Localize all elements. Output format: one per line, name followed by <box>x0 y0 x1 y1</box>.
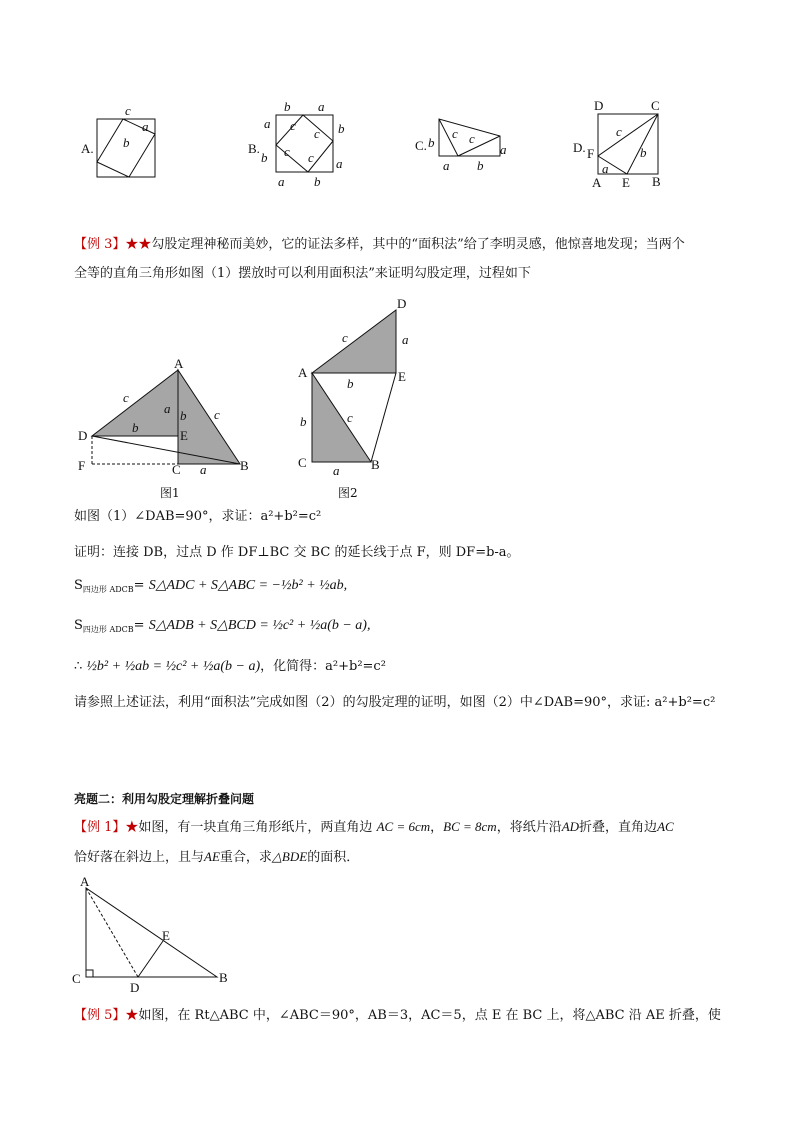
example1-sep: ， <box>430 820 444 835</box>
example3-text1: 勾股定理神秘而美妙，它的证法多样，其中的“面积法”给了李明灵感，他惊喜地发现；当两个 <box>151 237 685 252</box>
proof-eq3-line <box>74 657 386 677</box>
example1-ac: AC <box>657 819 674 834</box>
option-b-c4: c <box>308 150 314 165</box>
figure-1-caption: 图1 <box>160 486 180 500</box>
fig1-E: E <box>180 428 188 443</box>
option-c-b: b <box>428 135 435 150</box>
proof-eq3: ½b² + ½ab = ½c² + ½a(b − a) <box>86 659 261 674</box>
example3-stars: ★★ <box>125 237 152 252</box>
option-b-c3: c <box>284 144 290 159</box>
option-b-left-a: a <box>264 116 271 131</box>
proof-eq2-s: S <box>74 618 83 633</box>
fig2-c-mid: c <box>347 410 353 425</box>
ex1-fig-C: C <box>72 971 81 986</box>
option-d-D: D <box>594 98 604 113</box>
option-c-figure <box>413 110 513 176</box>
option-c-a-right: a <box>500 142 507 157</box>
example1-l1-end: 折叠，直角边 <box>579 820 658 835</box>
option-a-c: c <box>125 103 131 118</box>
fig1-D: D <box>78 428 88 443</box>
example1-star: ★ <box>125 820 139 835</box>
figure-1-svg <box>74 356 260 480</box>
option-b-bottom-a: a <box>278 174 285 189</box>
proof-eq2: S△ADB + S△BCD = ½c² + ½a(b − a), <box>148 618 371 633</box>
example3-text2: 全等的直角三角形如图（1）摆放时可以利用面积法”来证明勾股定理，过程如下 <box>74 266 531 281</box>
option-b-c2: c <box>314 126 320 141</box>
option-c-a-bottom: a <box>443 158 450 173</box>
fig1-a-mid: a <box>164 401 171 416</box>
figure-1 <box>74 356 260 480</box>
fig1-c-right: c <box>214 407 220 422</box>
fig1-a-bottom: a <box>200 462 207 477</box>
fig1-b-mid: b <box>180 408 187 423</box>
option-b-figure <box>246 98 350 190</box>
option-d <box>572 98 676 192</box>
fig1-F: F <box>78 458 86 473</box>
option-c-c1: c <box>452 126 458 141</box>
proof-eq2-sub: 四边形 ADCB <box>82 625 134 634</box>
proof-eq2-eq: = <box>133 618 145 633</box>
proof-eq1-s: S <box>74 578 83 593</box>
example1-ac-eq: AC = 6cm <box>376 819 431 834</box>
option-c-c2: c <box>469 131 475 146</box>
option-d-A: A <box>592 175 602 190</box>
proof-task: 请参照上述证法，利用“面积法”完成如图（2）的勾股定理的证明，如图（2）中∠DAB=90°，求证: a²+b²=c² <box>74 695 716 710</box>
option-a-b: b <box>123 135 130 150</box>
option-a-label: A. <box>81 141 94 156</box>
example5-tag: 【例 5】 <box>74 1008 126 1023</box>
option-d-B: B <box>652 174 661 189</box>
option-d-b: b <box>640 145 647 160</box>
example1-tag: 【例 1】 <box>74 820 126 835</box>
option-c-label: C. <box>415 138 427 153</box>
example1-l1-pre: 如图，有一块直角三角形纸片，两直角边 <box>138 820 373 835</box>
fig2-c-top: c <box>342 330 348 345</box>
proof-eq2-line <box>74 616 370 640</box>
proof-eq1: S△ADC + S△ABC = −½b² + ½ab, <box>148 578 348 593</box>
example1-ad: AD <box>561 819 580 834</box>
option-a <box>78 103 162 183</box>
option-a-figure <box>78 103 162 183</box>
option-d-c: c <box>616 124 622 139</box>
proof-line1: 证明：连接 DB，过点 D 作 DF⊥BC 交 BC 的延长线于点 F，则 DF=b-a。 <box>74 545 520 560</box>
example3-line1 <box>74 235 685 255</box>
fig1-B: B <box>240 458 249 473</box>
ex1-fig-B: B <box>219 970 228 985</box>
option-d-figure <box>572 98 676 192</box>
example1-figure <box>66 874 242 994</box>
example1-l1-post: ，将纸片沿 <box>496 820 562 835</box>
example1-l2-mid: 重合，求 <box>219 850 272 865</box>
option-d-E: E <box>622 175 630 190</box>
therefore-symbol: ∴ <box>74 659 83 674</box>
example1-tri: △BDE <box>271 849 308 864</box>
fig2-b-left: b <box>300 414 307 429</box>
option-d-C: C <box>651 98 660 113</box>
option-b-label: B. <box>248 141 260 156</box>
example3-line2 <box>74 264 531 284</box>
option-b <box>246 98 350 190</box>
example1-line1 <box>74 817 674 838</box>
example3-tag: 【例 3】 <box>74 237 126 252</box>
fig1-c-left: c <box>123 390 129 405</box>
fig2-D: D <box>397 296 407 311</box>
option-b-bottom-b: b <box>314 174 321 189</box>
example1-line2 <box>74 847 359 868</box>
example5-line <box>74 1006 721 1026</box>
example5-text: 如图，在 Rt△ABC 中，∠ABC＝90°，AB＝3，AC＝5，点 E 在 BC 上，将△ABC 沿 AE 折叠，使 <box>138 1008 721 1023</box>
option-c-b-bottom: b <box>477 158 484 173</box>
fig2-B: B <box>371 457 380 472</box>
fig2-C: C <box>298 455 307 470</box>
example1-bc-eq: BC = 8cm <box>443 819 497 834</box>
figure-2-caption: 图2 <box>338 486 358 500</box>
fig2-a-bottom: a <box>333 463 340 476</box>
figure-2-svg <box>294 294 418 476</box>
fig2-a-right: a <box>402 332 409 347</box>
option-b-c1: c <box>290 118 296 133</box>
example1-l2-end: 的面积． <box>307 850 360 865</box>
figure-2 <box>294 294 418 476</box>
example1-l2-pre: 恰好落在斜边上，且与 <box>74 850 205 865</box>
fig1-b-bottom: b <box>132 420 139 435</box>
option-b-right-a: a <box>336 156 343 171</box>
example5-star: ★ <box>125 1008 139 1023</box>
option-b-top-b: b <box>284 99 291 114</box>
example1-figure-svg <box>66 874 242 994</box>
fig2-A: A <box>298 365 308 380</box>
ex1-fig-A: A <box>80 874 90 889</box>
proof-eq1-sub: 四边形 ADCB <box>82 585 134 594</box>
proof-eq1-line <box>74 576 347 600</box>
fig1-A: A <box>174 356 184 371</box>
option-b-right-b: b <box>338 121 345 136</box>
proof-given: 如图（1）∠DAB=90°，求证：a²+b²=c² <box>74 509 322 524</box>
example1-ae: AE <box>204 849 220 864</box>
option-d-a: a <box>602 161 609 176</box>
proof-simplify: ，化简得：a²+b²=c² <box>260 659 386 674</box>
option-b-left-b: b <box>261 150 268 165</box>
fig2-b-mid: b <box>347 376 354 391</box>
ex1-fig-D: D <box>130 980 140 994</box>
option-d-label: D. <box>573 140 586 155</box>
option-c <box>413 110 513 176</box>
fig2-E: E <box>398 369 406 384</box>
option-a-a: a <box>142 119 149 134</box>
option-b-top-a: a <box>318 99 325 114</box>
fig1-C: C <box>172 462 181 477</box>
option-d-F: F <box>587 146 595 161</box>
ex1-fig-E: E <box>162 928 170 943</box>
section2-title: 亮题二：利用勾股定理解折叠问题 <box>74 792 255 806</box>
proof-eq1-eq: = <box>133 578 145 593</box>
